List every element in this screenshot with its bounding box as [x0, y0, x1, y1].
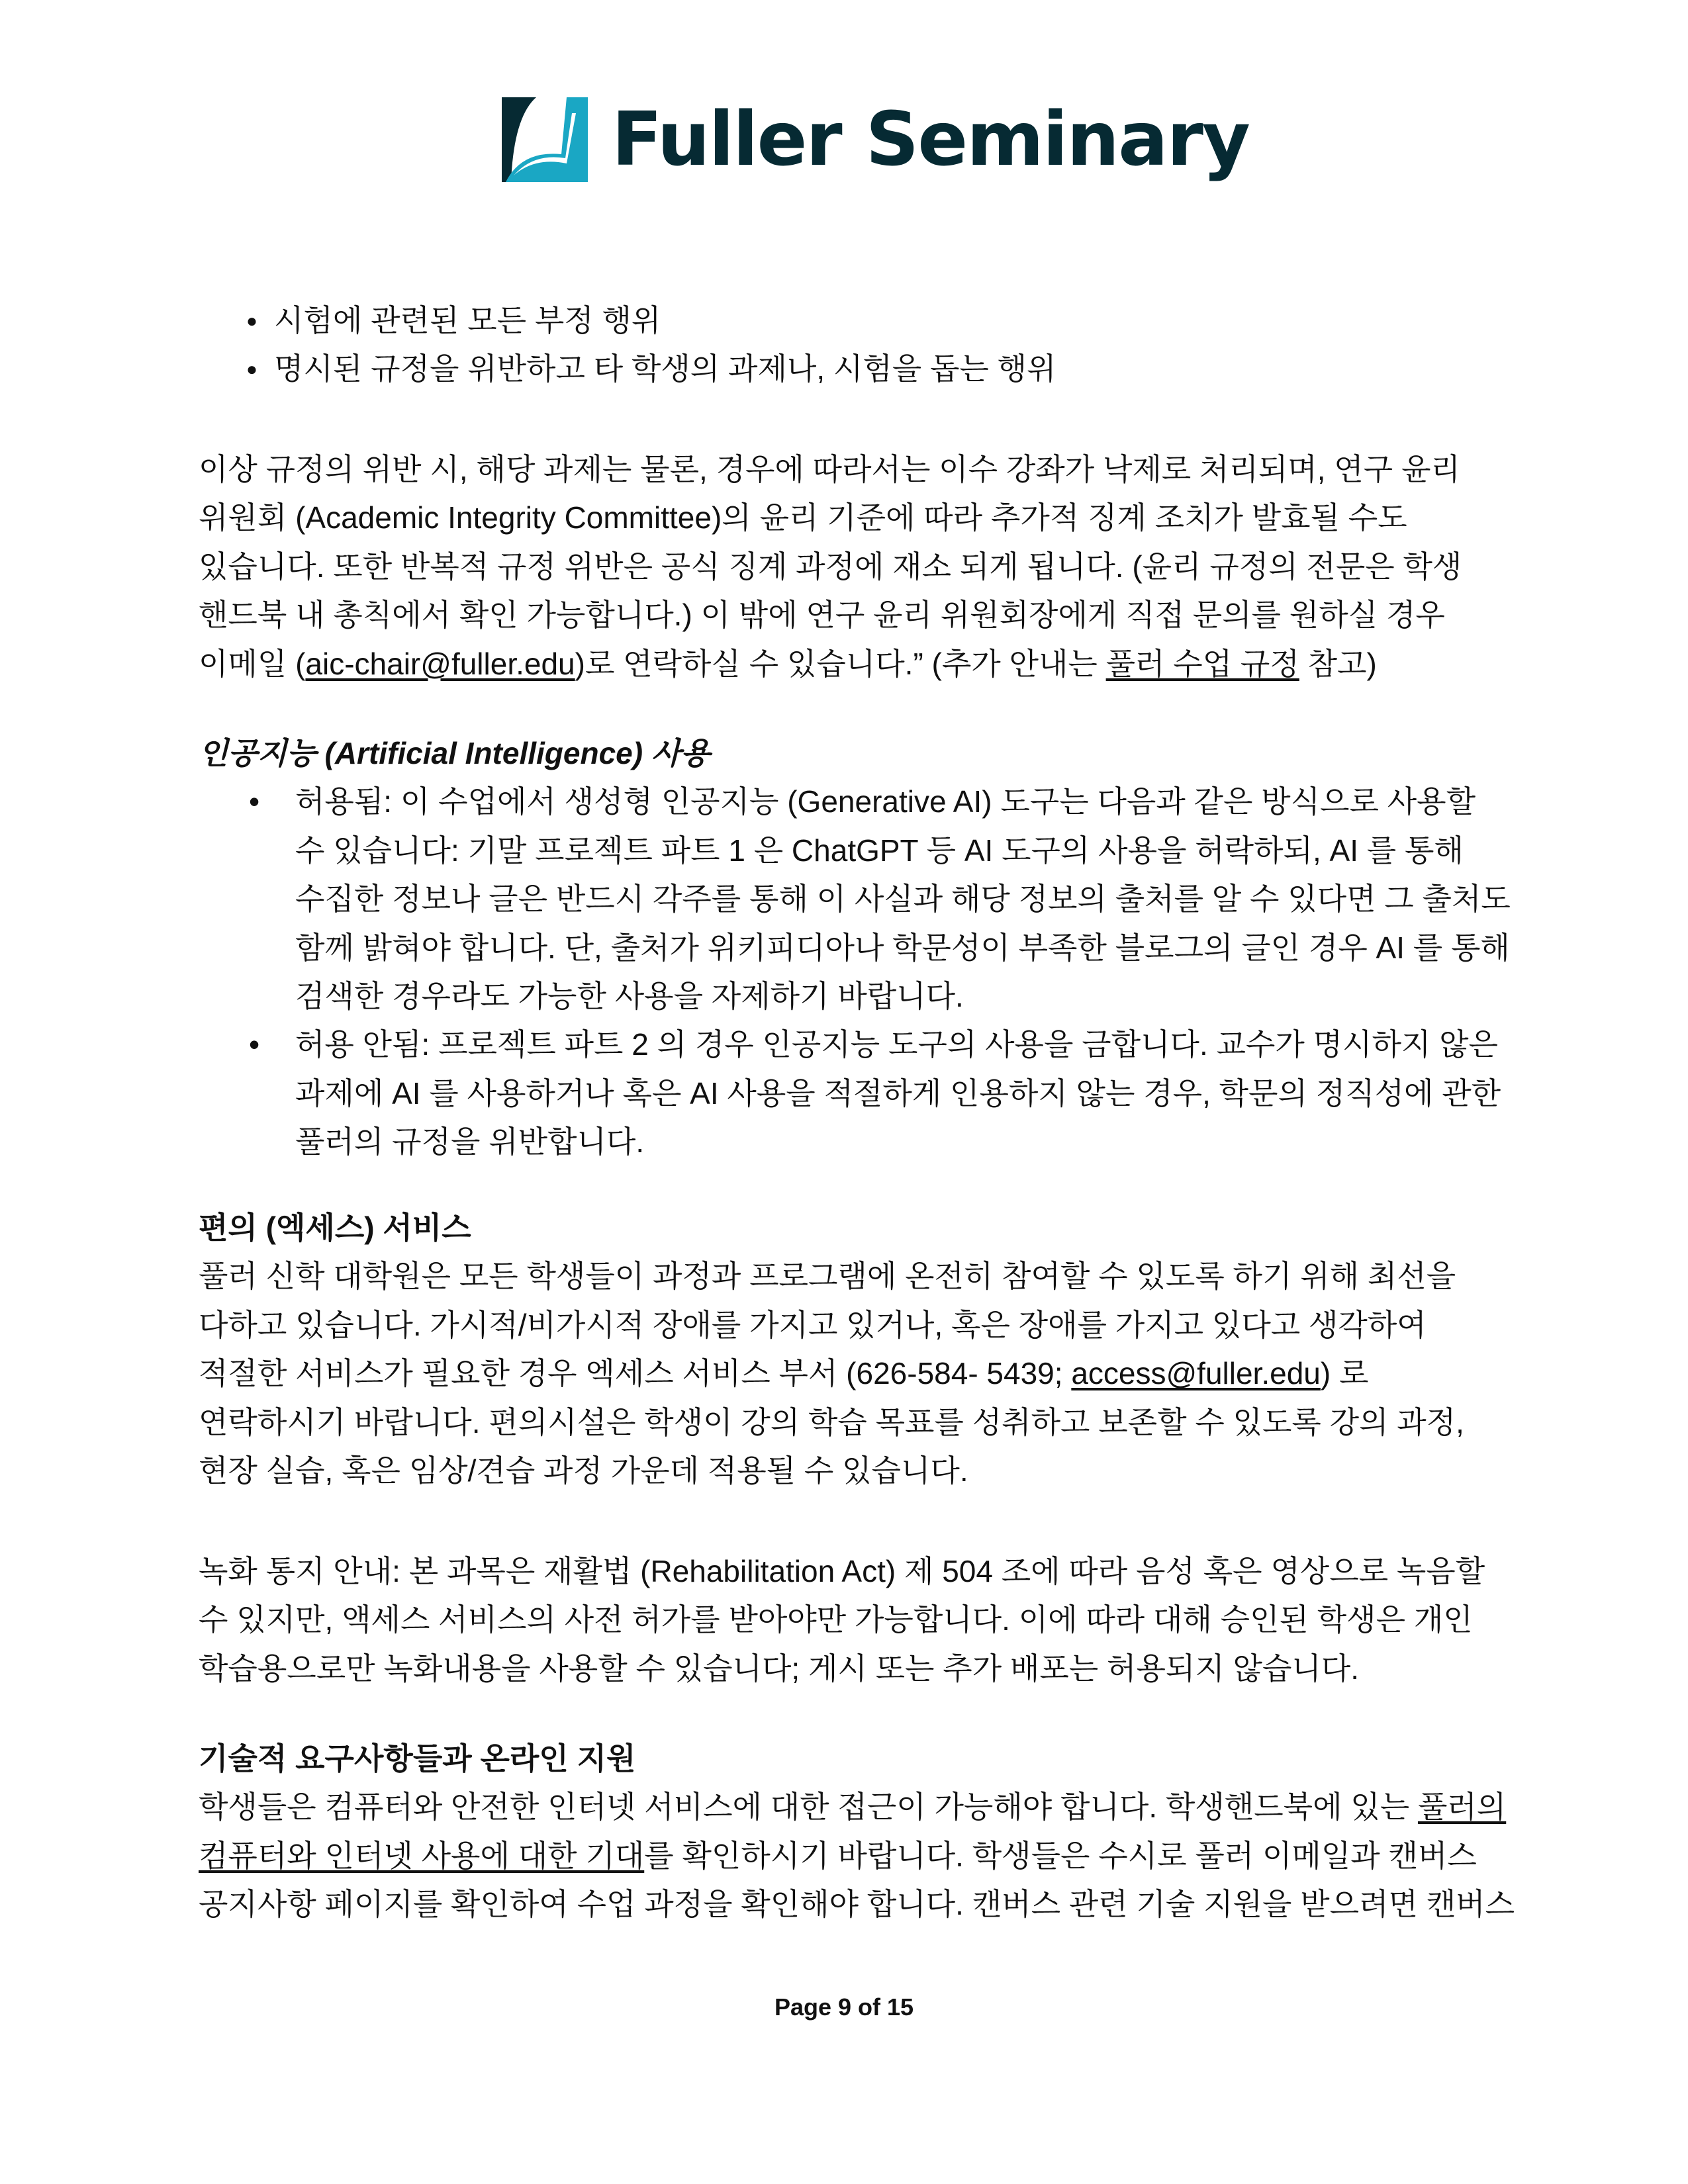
book-logo-icon [502, 97, 588, 182]
recording-notice-paragraph [199, 1547, 1485, 1693]
text-line: 수집한 정보나 글은 반드시 각주를 통해 이 사실과 해당 정보의 출처를 알 수 있다면 그 출처도 [295, 882, 1511, 917]
text-line [199, 494, 1462, 542]
fuller-seminary-logo [502, 97, 1249, 183]
text-line: 수 있습니다: 기말 프로젝트 파트 1 은 ChatGPT 등 AI 도구의 사용을 허락하되, AI 를 통해 [295, 833, 1464, 868]
text-segment: )로 연락하실 수 있습니다.” (추가 안내는 [575, 646, 1106, 681]
text-line [199, 1783, 1515, 1831]
list-item [199, 778, 1511, 1021]
text-line: 검색한 경우라도 가능한 사용을 자제하기 바랍니다. [295, 978, 964, 1013]
text-line: 허용 안됨: 프로젝트 파트 2 의 경우 인공지능 도구의 사용을 금합니다. 교수가 명시하지 않은 [295, 1027, 1498, 1062]
text-line [199, 1252, 1464, 1300]
text-line [199, 543, 1462, 591]
text-line [199, 1447, 1464, 1495]
access-section-heading: 편의 (엑세스) 서비스 [199, 1210, 471, 1245]
text-line [199, 1645, 1485, 1693]
logo-text: Fuller Seminary [612, 97, 1249, 183]
text-segment: 참고) [1299, 646, 1377, 681]
text-line [199, 1398, 1464, 1447]
text-segment: 이메일 ( [199, 646, 306, 681]
text-segment: 있습니다. 또한 반복적 규정 위반은 공식 징계 과정에 재소 되게 됩니다. (윤리 규정의 전문은 학생 [199, 549, 1462, 584]
text-segment: 위원회 (Academic Integrity Committee)의 윤리 기준에 따라 추가적 징계 조치가 발효될 수도 [199, 500, 1407, 535]
text-segment: 학습용으로만 녹화내용을 사용할 수 있습니다; 게시 또는 추가 배포는 허용되지 않습니다. [199, 1651, 1360, 1686]
text-line: 허용됨: 이 수업에서 생성형 인공지능 (Generative AI) 도구는 다음과 같은 방식으로 사용할 [295, 784, 1476, 819]
text-line [199, 1349, 1464, 1398]
text-segment: 수 있지만, 액세스 서비스의 사전 허가를 받아야만 가능합니다. 이에 따라 대해 승인된 학생은 개인 [199, 1602, 1473, 1637]
text-line [199, 591, 1462, 639]
text-line [199, 1547, 1485, 1596]
page-number: Page 9 of 15 [774, 1993, 914, 2021]
text-segment: 현장 실습, 혹은 임상/견습 과정 가운데 적용될 수 있습니다. [199, 1453, 968, 1488]
text-line [199, 1596, 1485, 1644]
text-segment: 적절한 서비스가 필요한 경우 엑세스 서비스 부서 (626-584- 5439; [199, 1356, 1072, 1391]
exam-misconduct-list [246, 296, 1056, 394]
ai-usage-list [199, 778, 1511, 1166]
text-line: 과제에 AI 를 사용하거나 혹은 AI 사용을 적절하게 인용하지 않는 경우, 학문의 정직성에 관한 [295, 1075, 1501, 1111]
bullet-icon: ● [246, 359, 258, 380]
list-item [199, 1021, 1511, 1166]
text-line [199, 1832, 1515, 1880]
integrity-paragraph [199, 445, 1462, 688]
text-line [199, 445, 1462, 494]
tech-section [199, 1735, 1515, 1929]
text-segment: 다하고 있습니다. 가시적/비가시적 장애를 가지고 있거나, 혹은 장애를 가지고 있다고 생각하여 [199, 1307, 1427, 1342]
text-segment: 이상 규정의 위반 시, 해당 과제는 물론, 경우에 따라서는 이수 강좌가 낙제로 처리되며, 연구 윤리 [199, 452, 1460, 486]
text-segment: 핸드북 내 총칙에서 확인 가능합니다.) 이 밖에 연구 윤리 위원회장에게 직접 문의를 원하실 경우 [199, 598, 1445, 633]
ai-section-heading: 인공지능 (Artificial Intelligence) 사용 [199, 736, 710, 770]
access-section [199, 1204, 1464, 1495]
tech-section-heading: 기술적 요구사항들과 온라인 지원 [199, 1741, 636, 1776]
inline-link[interactable]: 풀러 수업 규정 [1105, 646, 1299, 681]
list-item-text: 시험에 관련된 모든 부정 행위 [274, 303, 661, 338]
list-item [246, 296, 1056, 345]
inline-link[interactable]: aic-chair@fuller.edu [305, 646, 575, 681]
text-segment: 풀러 신학 대학원은 모든 학생들이 과정과 프로그램에 온전히 참여할 수 있도록 하기 위해 최선을 [199, 1259, 1456, 1294]
inline-link[interactable]: 풀러의 [1417, 1790, 1507, 1825]
list-item-text: 명시된 규정을 위반하고 타 학생의 과제나, 시험을 돕는 행위 [274, 351, 1056, 387]
text-segment: 학생들은 컴퓨터와 안전한 인터넷 서비스에 대한 접근이 가능해야 합니다. 학생핸드북에 있는 [199, 1790, 1418, 1825]
text-line [199, 640, 1462, 688]
bullet-icon: • [249, 784, 260, 819]
bullet-icon: • [249, 1027, 260, 1062]
text-line: 풀러의 규정을 위반합니다. [295, 1124, 645, 1160]
text-segment: ) 로 [1320, 1356, 1369, 1391]
bullet-icon: ● [246, 310, 258, 331]
text-line [199, 1880, 1515, 1929]
text-segment: 녹화 통지 안내: 본 과목은 재활법 (Rehabilitation Act) 제 504 조에 따라 음성 혹은 영상으로 녹음할 [199, 1554, 1485, 1588]
inline-link[interactable]: 컴퓨터와 인터넷 사용에 대한 기대 [199, 1838, 645, 1873]
list-item [246, 345, 1056, 393]
text-line: 함께 밝혀야 합니다. 단, 출처가 위키피디아나 학문성이 부족한 블로그의 글인 경우 AI 를 통해 [295, 930, 1510, 965]
text-segment: 공지사항 페이지를 확인하여 수업 과정을 확인해야 합니다. 캔버스 관련 기술 지원을 받으려면 캔버스 [199, 1887, 1515, 1922]
inline-link[interactable]: access@fuller.edu [1071, 1356, 1321, 1391]
ai-section [199, 729, 1511, 1167]
text-line [199, 1301, 1464, 1349]
text-segment: 를 확인하시기 바랍니다. 학생들은 수시로 풀러 이메일과 캔버스 [644, 1838, 1477, 1873]
text-segment: 연락하시기 바랍니다. 편의시설은 학생이 강의 학습 목표를 성취하고 보존할 수 있도록 강의 과정, [199, 1404, 1464, 1439]
